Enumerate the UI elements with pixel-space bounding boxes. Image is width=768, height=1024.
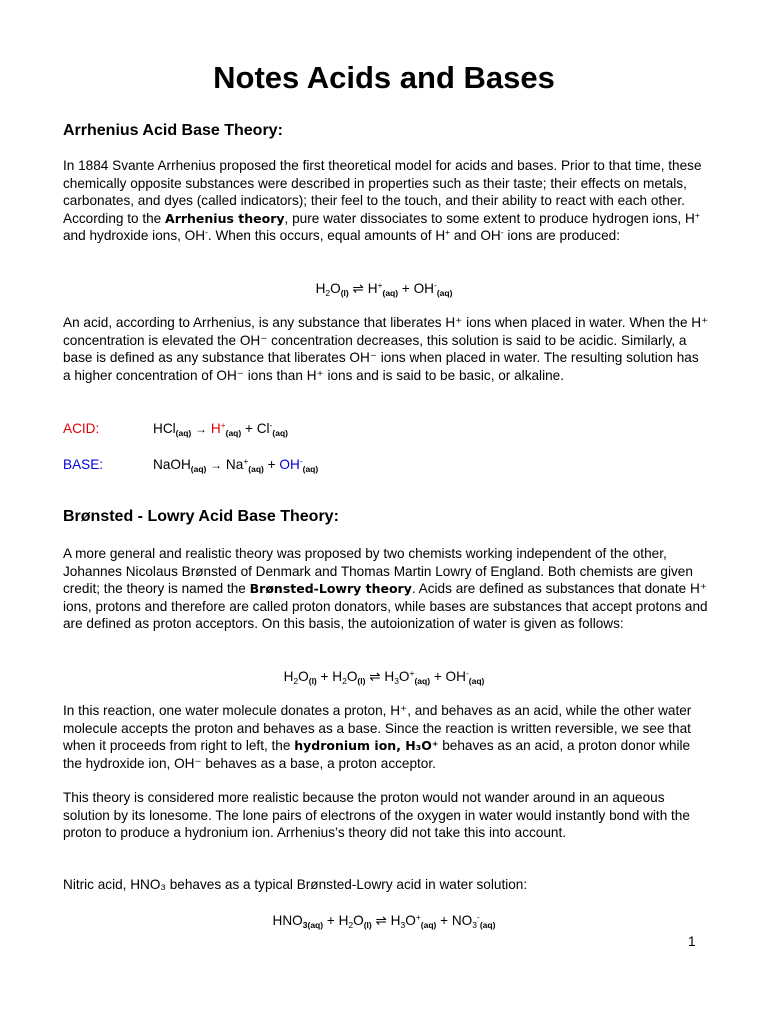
water-dissociation-equation: $H_2O_{(l)}$ ⇌ $H^+_{(aq)} + OH^-_{(aq)}$	[315, 280, 453, 298]
nitric-acid-paragraph: Nitric acid, HNO₃ behaves as a typical Brønsted-Lowry acid in water solution:	[63, 877, 528, 892]
page-number: 1	[688, 934, 696, 949]
autoionization-equation: $H_2O_{(l)} + H_2O_{(l)}$ ⇌ $H_3O^+_{(aq)} + OH^-_{(aq)}$	[283, 668, 485, 686]
page-title: Notes Acids and Bases	[213, 60, 555, 95]
realism-paragraph: This theory is considered more realistic because the proton would not wander around in an aqueous solution by its lonesome. The lone pairs of electrons of the oxygen in water would instantly bond with the proton to produce a hydronium ion. Arrhenius’s theory did not take this into account.	[63, 790, 690, 840]
bronsted-intro-paragraph: A more general and realistic theory was proposed by two chemists working independent of the other, Johannes Nicolaus Brønsted of Denmark and Thomas Martin Lowry of England. Both chemists are given credit; the theory is named the Brønsted-Lowry theory. Acids are defined as substances that donate H⁺ ions, protons and therefore are called proton donators, while bases are substances that accept protons and are defined as proton acceptors. On this basis, the autoionization of water is given as follows:	[63, 546, 708, 631]
arrhenius-heading: Arrhenius Acid Base Theory:	[63, 122, 283, 139]
arrhenius-theory-term: Arrhenius theory	[165, 210, 285, 226]
acid-label: ACID:	[63, 421, 100, 436]
base-label: BASE:	[63, 457, 104, 472]
bronsted-heading: Brønsted - Lowry Acid Base Theory:	[63, 508, 339, 525]
base-reaction: BASE: NaOH$_{(aq)}$ → $Na^+_{(aq)} + OH^-_{(aq)}$	[63, 456, 319, 474]
nitric-acid-equation: $HNO_{3(aq)} + H_2O_{(l)}$ ⇌ $H_3O^+_{(aq)} + NO_3^-_{(aq)}$	[272, 912, 496, 930]
bronsted-theory-term: Brønsted-Lowry theory	[249, 581, 412, 596]
arrhenius-intro-paragraph: In 1884 Svante Arrhenius proposed the first theoretical model for acids and bases. Prior to that time, these chemically opposite substances were described in properties such as their taste; their effects on metals, carbonates, and dyes (called indicators); their feel to the touch, and their ability to react with each other. According to the Arrhenius theory, pure water dissociates to some extent to produce hydrogen ions, H+ and hydroxide ions, OH-. When this occurs, equal amounts of H+ and OH- ions are produced:	[63, 158, 702, 243]
arrhenius-definition-paragraph: An acid, according to Arrhenius, is any substance that liberates H⁺ ions when placed in water. When the H⁺ concentration is elevated the OH⁻ concentration decreases, this solution is said to be acidic. Similarly, a base is defined as any substance that liberates OH⁻ ions when placed in water. The resulting solution has a higher concentration of OH⁻ ions than H⁺ ions and is said to be basic, or alkaline.	[63, 315, 709, 383]
hydronium-ion-term: hydronium ion, H₃O⁺	[294, 738, 439, 753]
acid-reaction: ACID: $HCl_{(aq)} \to H^+_{(aq)} + Cl^-_{(aq)}$	[63, 420, 288, 438]
bronsted-reaction-paragraph: In this reaction, one water molecule donates a proton, H⁺, and behaves as an acid, while the other water molecule accepts the proton and behaves as a base. Since the reaction is written reversible, we see that when it proceeds from right to left, the hydronium ion, H₃O⁺ behaves as an acid, a proton donor while the hydroxide ion, OH⁻ behaves as a base, a proton acceptor.	[63, 703, 692, 771]
